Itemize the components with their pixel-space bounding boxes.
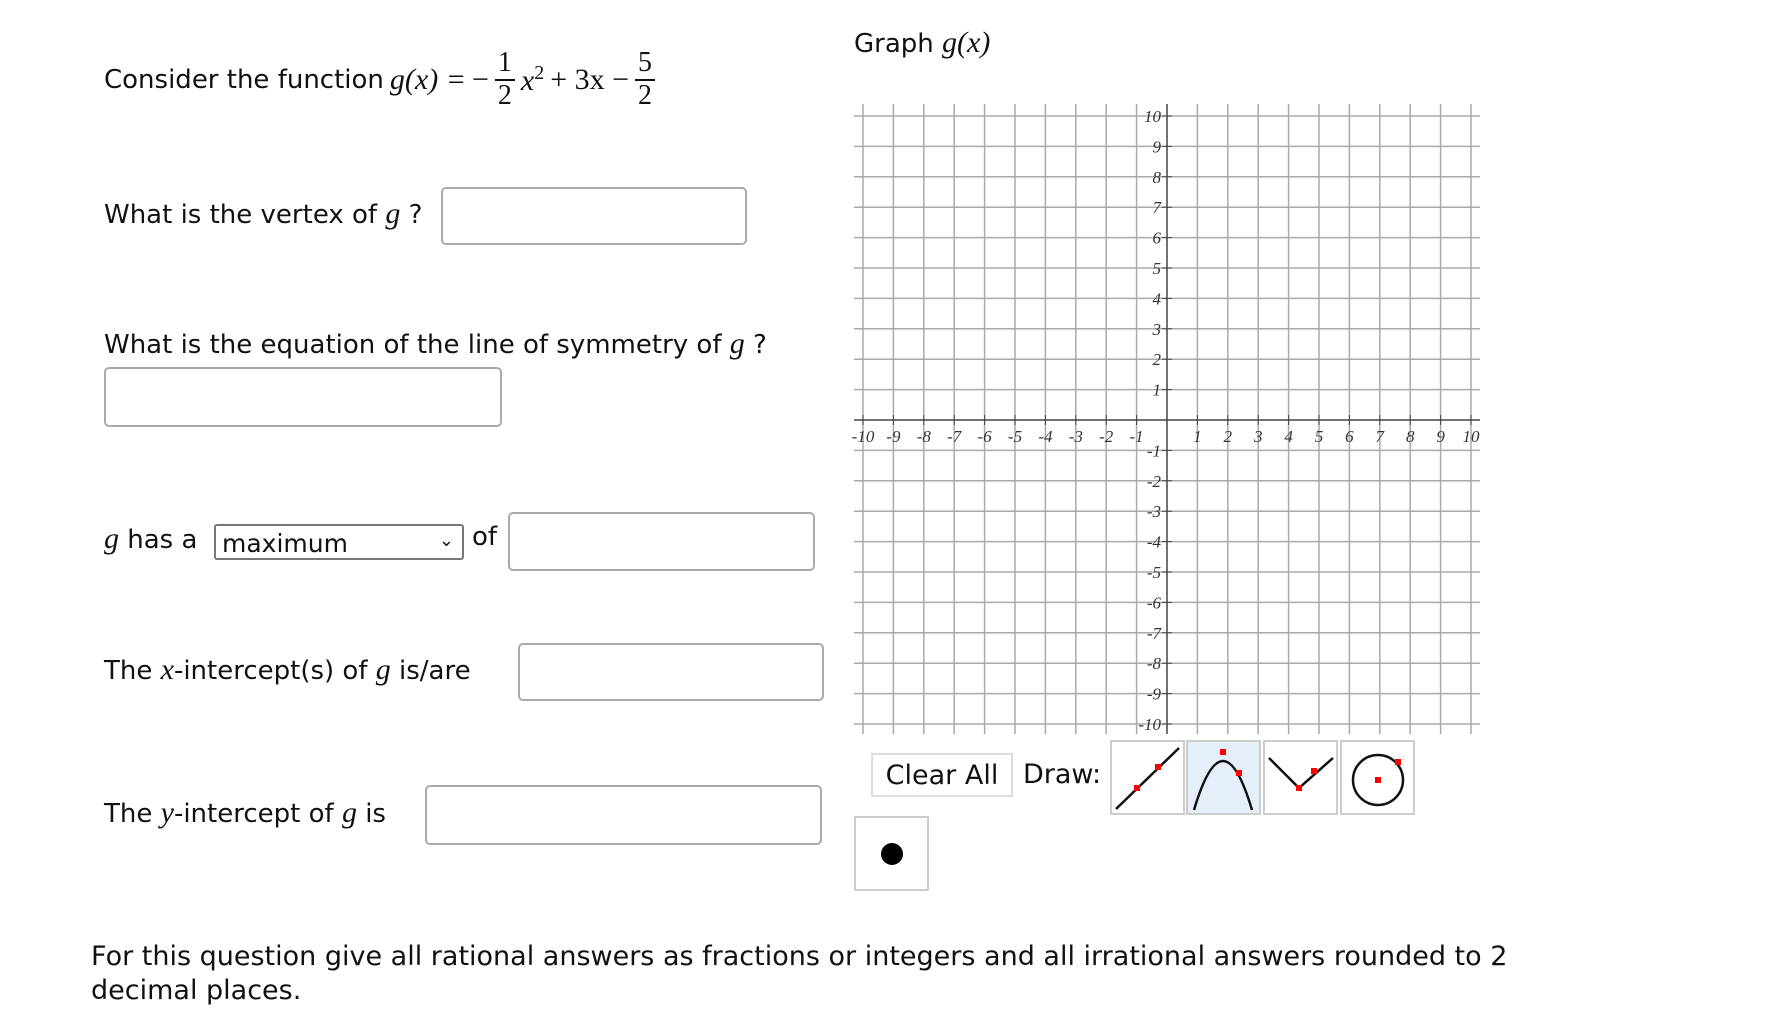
post: is: [365, 799, 386, 829]
circle-tool-button[interactable]: [1340, 740, 1415, 815]
x-tick-label: -1: [1129, 427, 1144, 446]
y-tick-label: -6: [1146, 593, 1161, 613]
symmetry-question: [104, 327, 767, 361]
draw-label: Draw:: [1023, 759, 1102, 790]
x-tick-label: -2: [1099, 427, 1114, 446]
y-intercept-input[interactable]: [425, 785, 822, 845]
mid: -intercept(s) of: [173, 656, 368, 686]
x-tick-label: 1: [1193, 427, 1202, 446]
x-intercept-question: [104, 653, 471, 687]
y-tick-label: -3: [1146, 502, 1161, 522]
y-tick-label: 7: [1152, 198, 1161, 218]
var: y: [160, 796, 174, 829]
q: ?: [408, 200, 423, 230]
frac-den: 2: [497, 79, 512, 111]
y-tick-label: -5: [1146, 563, 1161, 582]
var: g: [729, 327, 745, 360]
x-tick-label: 8: [1405, 427, 1415, 446]
var: g: [385, 197, 401, 230]
graph-canvas[interactable]: [850, 104, 1480, 734]
function-lhs: g(x) =: [389, 62, 466, 96]
instructions-footer: For this question give all rational answers as fractions or integers and all irrational answers rounded to 2 decimal places.: [91, 941, 1508, 1006]
y-tick-label: -4: [1146, 532, 1161, 552]
intro-text: Consider the function: [104, 64, 384, 95]
absolute-value-tool-button[interactable]: [1263, 740, 1338, 815]
selected-value: maximum: [222, 529, 348, 558]
vertex-question: [104, 197, 422, 231]
y-intercept-question: [104, 796, 386, 830]
y-tick-label: 9: [1152, 137, 1161, 157]
vertex-input[interactable]: [441, 187, 747, 245]
x-tick-label: 3: [1253, 427, 1263, 446]
y-tick-label: 4: [1152, 289, 1161, 309]
y-tick-label: 6: [1152, 228, 1161, 248]
var: g: [104, 522, 119, 555]
y-tick-label: 2: [1152, 350, 1161, 370]
q: ?: [753, 330, 767, 360]
pre: The: [104, 656, 153, 686]
x-tick-label: 9: [1436, 427, 1445, 446]
y-tick-label: 10: [1144, 107, 1161, 126]
linear-term: + 3x −: [550, 62, 630, 96]
y-tick-label: 1: [1152, 380, 1161, 400]
function-statement: [104, 48, 655, 112]
pre: The: [104, 799, 153, 829]
x-tick-label: -6: [977, 427, 992, 446]
label: What is the vertex of: [104, 200, 378, 230]
x-tick-label: 6: [1345, 427, 1354, 446]
of-label: of: [472, 522, 498, 552]
point-tool-button[interactable]: [854, 816, 929, 891]
max-min-select[interactable]: [214, 524, 464, 560]
parabola-icon: [1188, 742, 1259, 813]
minus-sign: −: [471, 62, 489, 96]
var2: g: [341, 796, 357, 829]
parabola-tool-button[interactable]: [1186, 740, 1261, 815]
point-icon: [856, 818, 927, 889]
mid: -intercept of: [173, 799, 334, 829]
circle-icon: [1342, 742, 1413, 813]
x-tick-label: 10: [1462, 427, 1480, 446]
x-tick-label: 5: [1314, 427, 1324, 446]
post: is/are: [399, 656, 471, 686]
x-squared: [521, 62, 544, 98]
line-tool-button[interactable]: [1110, 740, 1185, 815]
frac-num: 5: [635, 48, 655, 81]
x-var: x: [520, 63, 535, 97]
y-tick-label: -10: [1138, 715, 1161, 734]
label: What is the equation of the line of symmetry of: [104, 330, 722, 360]
x-tick-label: 7: [1375, 427, 1385, 446]
symmetry-input[interactable]: [104, 367, 502, 427]
y-tick-label: 8: [1152, 167, 1161, 187]
var2: g: [375, 653, 391, 686]
x-tick-label: -5: [1007, 427, 1023, 446]
y-tick-label: 3: [1152, 319, 1161, 339]
title-math: g(x): [942, 26, 991, 59]
y-tick-label: -1: [1146, 441, 1161, 461]
x-intercept-input[interactable]: [518, 643, 824, 701]
x-tick-label: 4: [1284, 427, 1293, 446]
y-tick-label: -2: [1146, 471, 1161, 491]
extreme-label: [104, 522, 197, 556]
x-tick-label: -9: [886, 427, 901, 446]
y-tick-label: -9: [1146, 684, 1161, 704]
y-tick-label: 5: [1152, 259, 1161, 278]
x-tick-label: -7: [947, 427, 962, 446]
line-icon: [1112, 742, 1183, 813]
label: has a: [127, 525, 198, 555]
x-tick-label: -3: [1068, 427, 1083, 446]
x-tick-label: -4: [1038, 427, 1053, 446]
absolute-value-icon: [1265, 742, 1336, 813]
graph-title: [854, 26, 990, 60]
chevron-down-icon: ⌄: [438, 530, 454, 551]
extreme-value-input[interactable]: [508, 512, 815, 571]
exponent: 2: [534, 61, 545, 84]
x-tick-label: -10: [851, 427, 875, 446]
x-tick-label: 2: [1223, 427, 1233, 446]
x-tick-label: -8: [916, 427, 931, 446]
y-tick-label: -8: [1146, 654, 1161, 674]
fraction-five-halves: [635, 48, 655, 112]
title: Graph: [854, 29, 934, 59]
clear-all-button[interactable]: Clear All: [871, 753, 1013, 797]
y-tick-label: -7: [1146, 623, 1161, 643]
frac-num: 1: [495, 48, 515, 81]
fraction-one-half: [495, 48, 515, 112]
var: x: [160, 653, 174, 686]
frac-den: 2: [638, 79, 653, 111]
